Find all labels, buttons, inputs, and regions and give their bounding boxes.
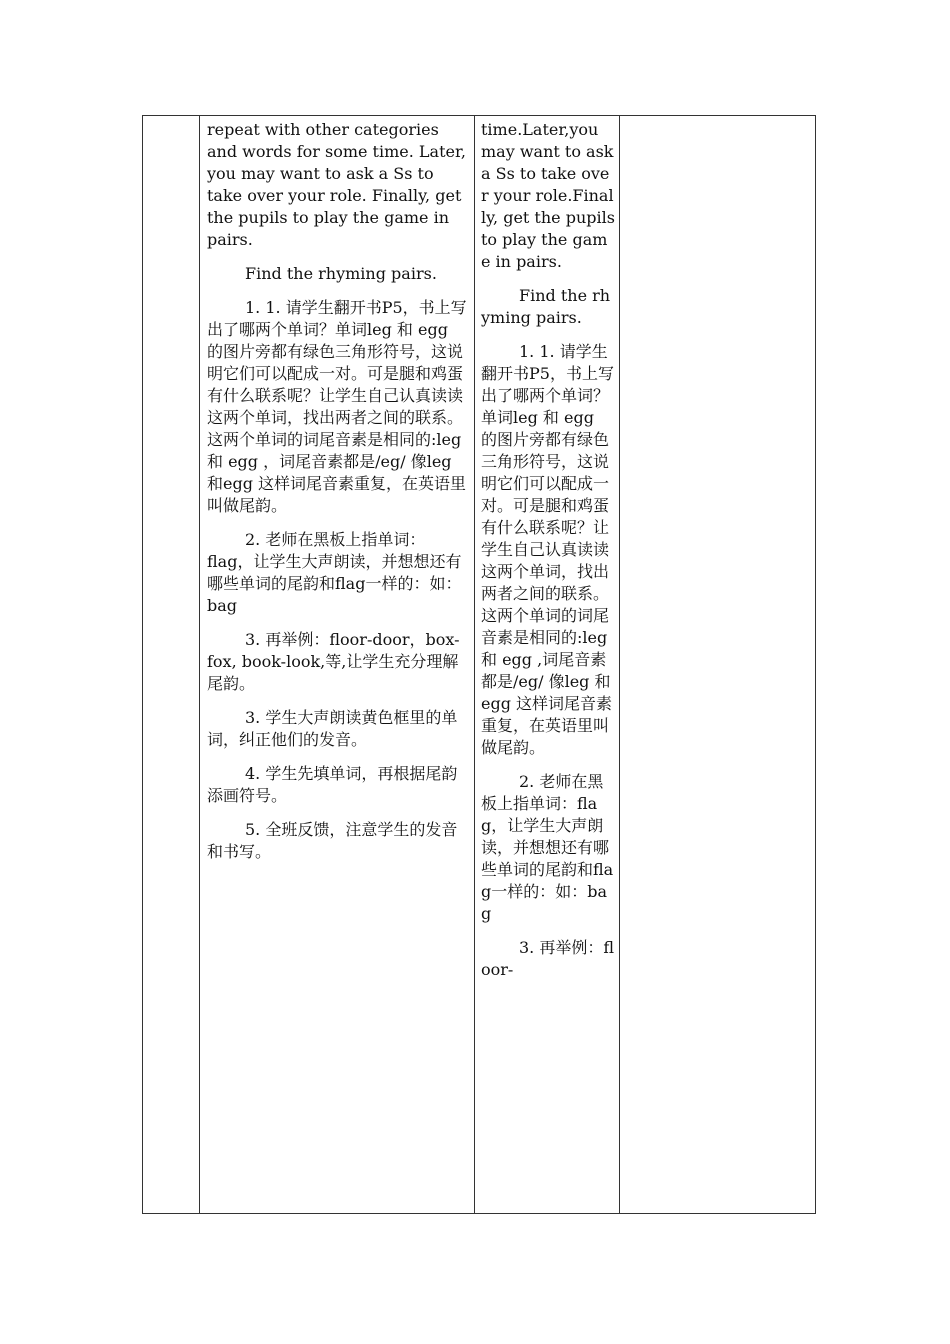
table-col-empty-left (143, 116, 200, 1213)
narrow-para-3: 1. 1. 请学生翻开书P5，书上写出了哪两个单词？单词leg 和 egg 的图片旁都有绿色三角形符号，这说明它们可以配成一对。可是腿和鸡蛋有什么联系呢？让学生自己认真读读这两个单词，找出两者之间的联系。这两个单词的词尾音素是相同的:leg 和 egg ,词尾音素都是/eg/ 像leg 和egg 这样词尾音素重复，在英语里叫做尾韵。 (481, 342, 614, 757)
procedure-para-3: 1. 1. 请学生翻开书P5，书上写出了哪两个单词？单词leg 和 egg 的图片旁都有绿色三角形符号，这说明它们可以配成一对。可是腿和鸡蛋有什么联系呢？让学生自己认真读读这两个单词，找出两者之间的联系。这两个单词的词尾音素是相同的:leg 和 egg ，词尾音素都是/eg/ 像leg 和egg 这样词尾音素重复，在英语里叫做尾韵。 (207, 298, 467, 515)
procedure-cell (200, 116, 474, 863)
narrow-para-2: Find the rhyming pairs. (481, 286, 611, 327)
narrow-cell (475, 116, 619, 981)
procedure-para-8: 5. 全班反馈，注意学生的发音和书写。 (207, 820, 458, 861)
table-col-empty-right (620, 116, 815, 1213)
narrow-para-4: 2. 老师在黑板上指单词：flag，让学生大声朗读，并想想还有哪些单词的尾韵和flag一样的：如：bag (481, 772, 614, 923)
narrow-para-1: time.Later,you may want to ask a Ss to take over your role.Finally, get the pupils to play the game in pairs. (481, 120, 615, 271)
procedure-para-7: 4. 学生先填单词，再根据尾韵添画符号。 (207, 764, 458, 805)
table-col-narrow (475, 116, 620, 1213)
procedure-para-1: repeat with other categories and words for some time. Later, you may want to ask a Ss to take over your role. Finally, get the pupils to play the game in pairs. (207, 120, 466, 249)
procedure-para-2: Find the rhyming pairs. (245, 264, 437, 283)
table-col-procedure (200, 116, 475, 1213)
procedure-para-4: 2. 老师在黑板上指单词：flag，让学生大声朗读，并想想还有哪些单词的尾韵和flag一样的：如：bag (207, 530, 462, 615)
procedure-para-5: 3. 再举例：floor-door，box-fox, book-look,等,让学生充分理解尾韵。 (207, 630, 460, 693)
lesson-table (142, 115, 816, 1214)
procedure-para-6: 3. 学生大声朗读黄色框里的单词，纠正他们的发音。 (207, 708, 458, 749)
narrow-para-5: 3. 再举例：floor- (481, 938, 615, 979)
